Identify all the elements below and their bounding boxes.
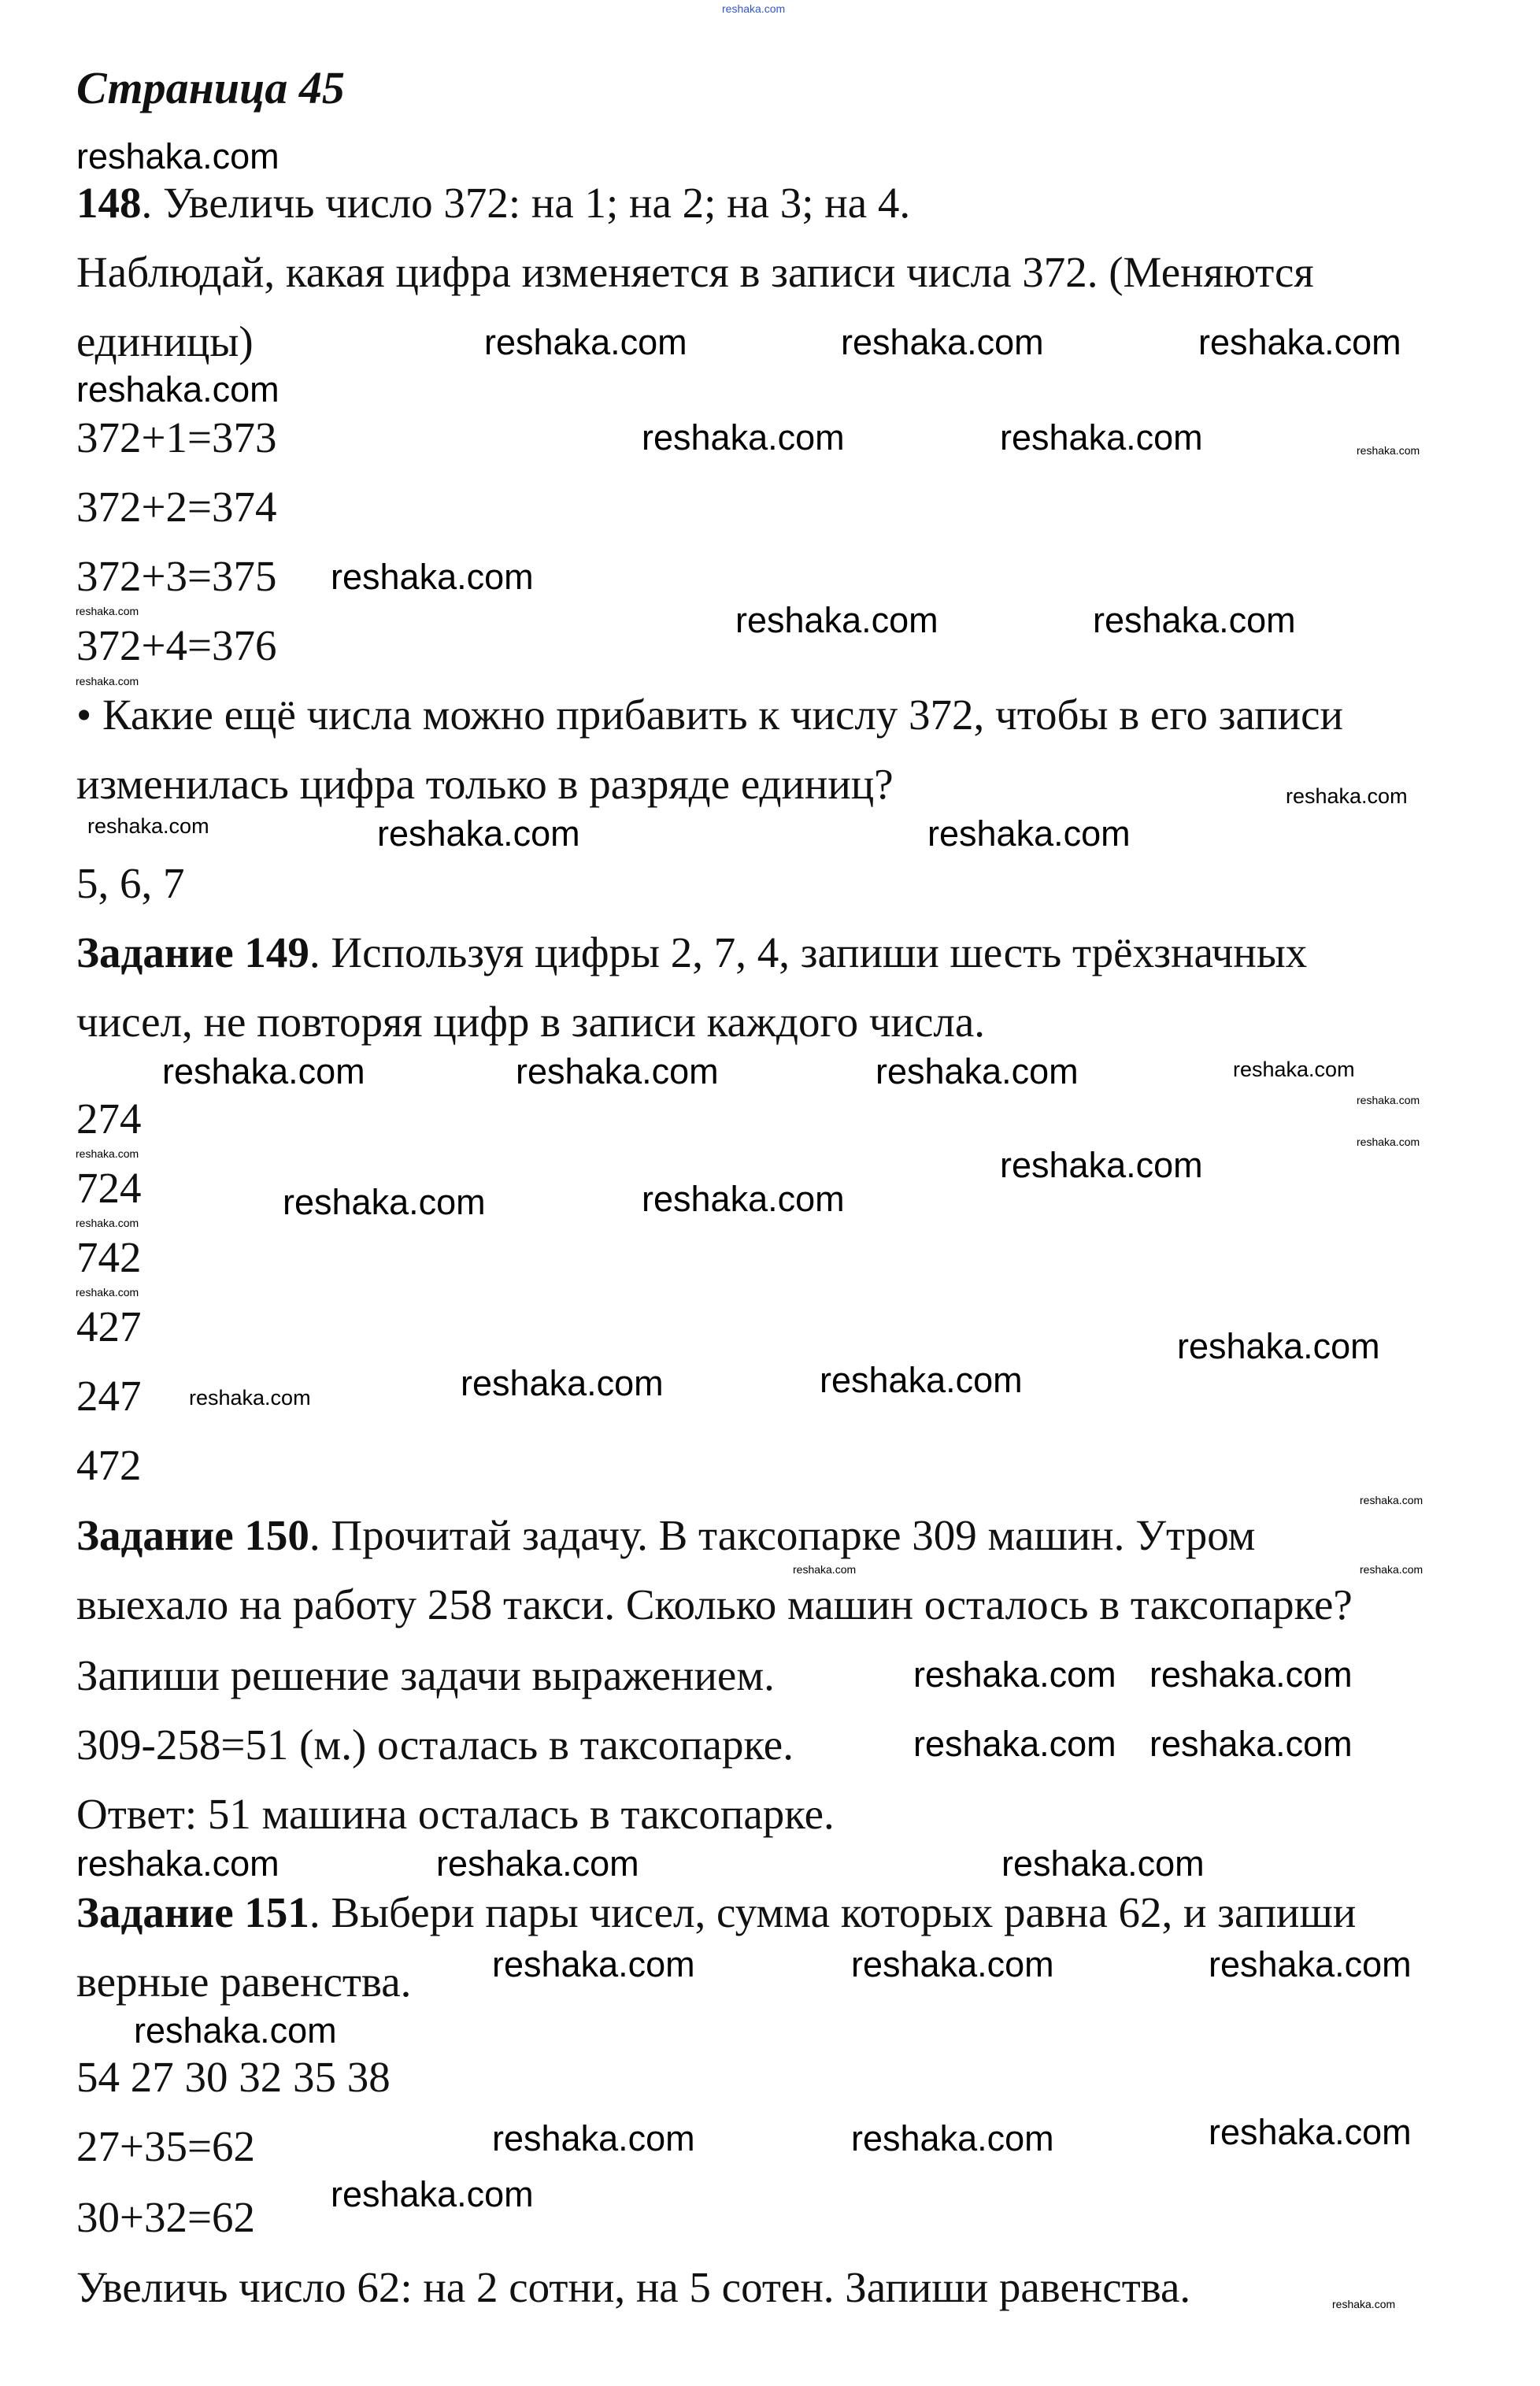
answer-line: 309-258=51 (м.) осталась в таксопарке.	[76, 1721, 794, 1769]
task-number: Задание 149	[76, 928, 309, 976]
watermark: reshaka.com	[283, 1182, 486, 1222]
answer-line: 372+2=374	[76, 483, 277, 531]
answer-line: 274	[76, 1095, 142, 1143]
watermark: reshaka.com	[1093, 600, 1296, 640]
watermark: reshaka.com	[76, 1286, 139, 1299]
watermark: reshaka.com	[331, 2174, 534, 2214]
watermark: reshaka.com	[1000, 1145, 1203, 1185]
task-text: . Используя цифры 2, 7, 4, запиши шесть трёхзначных	[309, 928, 1308, 976]
number-list: 54 27 30 32 35 38	[76, 2053, 391, 2101]
task-text: . Прочитай задачу. В таксопарке 309 машин. Утром	[309, 1511, 1256, 1559]
watermark: reshaka.com	[76, 136, 279, 176]
watermark: reshaka.com	[1357, 1136, 1420, 1148]
task-text: . Увеличь число 372: на 1; на 2; на 3; на 4.	[141, 179, 911, 227]
task-149-heading	[76, 928, 1307, 978]
task-150-heading	[76, 1510, 1255, 1561]
watermark: reshaka.com	[722, 2, 786, 15]
task-text: . Выбери пары чисел, сумма которых равна 62, и запиши	[309, 1888, 1357, 1936]
watermark: reshaka.com	[1198, 322, 1401, 362]
watermark: reshaka.com	[1149, 1724, 1353, 1764]
answer-line: 742	[76, 1233, 142, 1281]
watermark: reshaka.com	[461, 1363, 664, 1403]
watermark: reshaka.com	[76, 605, 139, 617]
watermark: reshaka.com	[1357, 444, 1420, 457]
answer-line: Ответ: 51 машина осталась в таксопарке.	[76, 1790, 835, 1838]
watermark: reshaka.com	[436, 1843, 639, 1884]
answer-line: 372+1=373	[76, 413, 277, 461]
text-line: чисел, не повторяя цифр в записи каждого числа.	[76, 998, 986, 1046]
watermark: reshaka.com	[331, 557, 534, 597]
watermark: reshaka.com	[1233, 1058, 1355, 1081]
text-line: • Какие ещё числа можно прибавить к числу 372, чтобы в его записи	[76, 691, 1343, 739]
watermark: reshaka.com	[87, 814, 209, 838]
page-title: Страница 45	[76, 62, 345, 113]
answer-line: 372+3=375	[76, 552, 277, 600]
watermark: reshaka.com	[1332, 2298, 1396, 2310]
watermark: reshaka.com	[793, 1563, 857, 1576]
watermark: reshaka.com	[820, 1360, 1023, 1400]
answer-line: 724	[76, 1164, 142, 1212]
watermark: reshaka.com	[913, 1724, 1116, 1764]
text-line: выехало на работу 258 такси. Сколько машин осталось в таксопарке?	[76, 1580, 1353, 1628]
watermark: reshaka.com	[1360, 1563, 1423, 1576]
watermark: reshaka.com	[76, 1147, 139, 1160]
watermark: reshaka.com	[1360, 1494, 1423, 1506]
watermark: reshaka.com	[377, 813, 580, 854]
watermark: reshaka.com	[927, 813, 1131, 854]
watermark: reshaka.com	[1209, 2112, 1412, 2152]
watermark: reshaka.com	[516, 1051, 719, 1091]
text-line: единицы)	[76, 317, 254, 365]
watermark: reshaka.com	[841, 322, 1044, 362]
watermark: reshaka.com	[76, 369, 279, 409]
task-number: Задание 150	[76, 1511, 309, 1559]
watermark: reshaka.com	[735, 600, 938, 640]
watermark: reshaka.com	[1357, 1094, 1420, 1106]
watermark: reshaka.com	[642, 1179, 845, 1219]
task-number: 148	[76, 179, 142, 227]
watermark: reshaka.com	[1286, 784, 1408, 808]
watermark: reshaka.com	[851, 1944, 1054, 1984]
answer-line: 30+32=62	[76, 2193, 256, 2241]
watermark: reshaka.com	[134, 2010, 337, 2051]
watermark: reshaka.com	[76, 675, 139, 687]
watermark: reshaka.com	[492, 1944, 695, 1984]
watermark: reshaka.com	[1001, 1843, 1205, 1884]
task-148-heading	[76, 178, 910, 228]
watermark: reshaka.com	[1209, 1944, 1412, 1984]
watermark: reshaka.com	[1000, 417, 1203, 458]
watermark: reshaka.com	[913, 1654, 1116, 1695]
watermark: reshaka.com	[851, 2118, 1054, 2158]
text-line: верные равенства.	[76, 1958, 412, 2006]
text-line: Увеличь число 62: на 2 сотни, на 5 сотен. Запиши равенства.	[76, 2263, 1191, 2311]
answer-line: 247	[76, 1372, 142, 1420]
text-line: изменилась цифра только в разряде единиц?	[76, 760, 894, 808]
answer-line: 27+35=62	[76, 2122, 256, 2170]
watermark: reshaka.com	[76, 1217, 139, 1229]
answer-line: 427	[76, 1302, 142, 1350]
watermark: reshaka.com	[162, 1051, 365, 1091]
watermark: reshaka.com	[876, 1051, 1079, 1091]
text-line: Наблюдай, какая цифра изменяется в записи числа 372. (Меняются	[76, 248, 1314, 296]
task-number: Задание 151	[76, 1888, 309, 1936]
answer-line: 372+4=376	[76, 621, 277, 669]
watermark: reshaka.com	[492, 2118, 695, 2158]
watermark: reshaka.com	[1177, 1326, 1380, 1366]
watermark: reshaka.com	[642, 417, 845, 458]
answer-line: 5, 6, 7	[76, 859, 185, 907]
text-line: Запиши решение задачи выражением.	[76, 1651, 775, 1699]
watermark: reshaka.com	[484, 322, 687, 362]
task-151-heading	[76, 1888, 1356, 1938]
watermark: reshaka.com	[1149, 1654, 1353, 1695]
answer-line: 472	[76, 1441, 142, 1489]
watermark: reshaka.com	[76, 1843, 279, 1884]
watermark: reshaka.com	[189, 1386, 311, 1410]
